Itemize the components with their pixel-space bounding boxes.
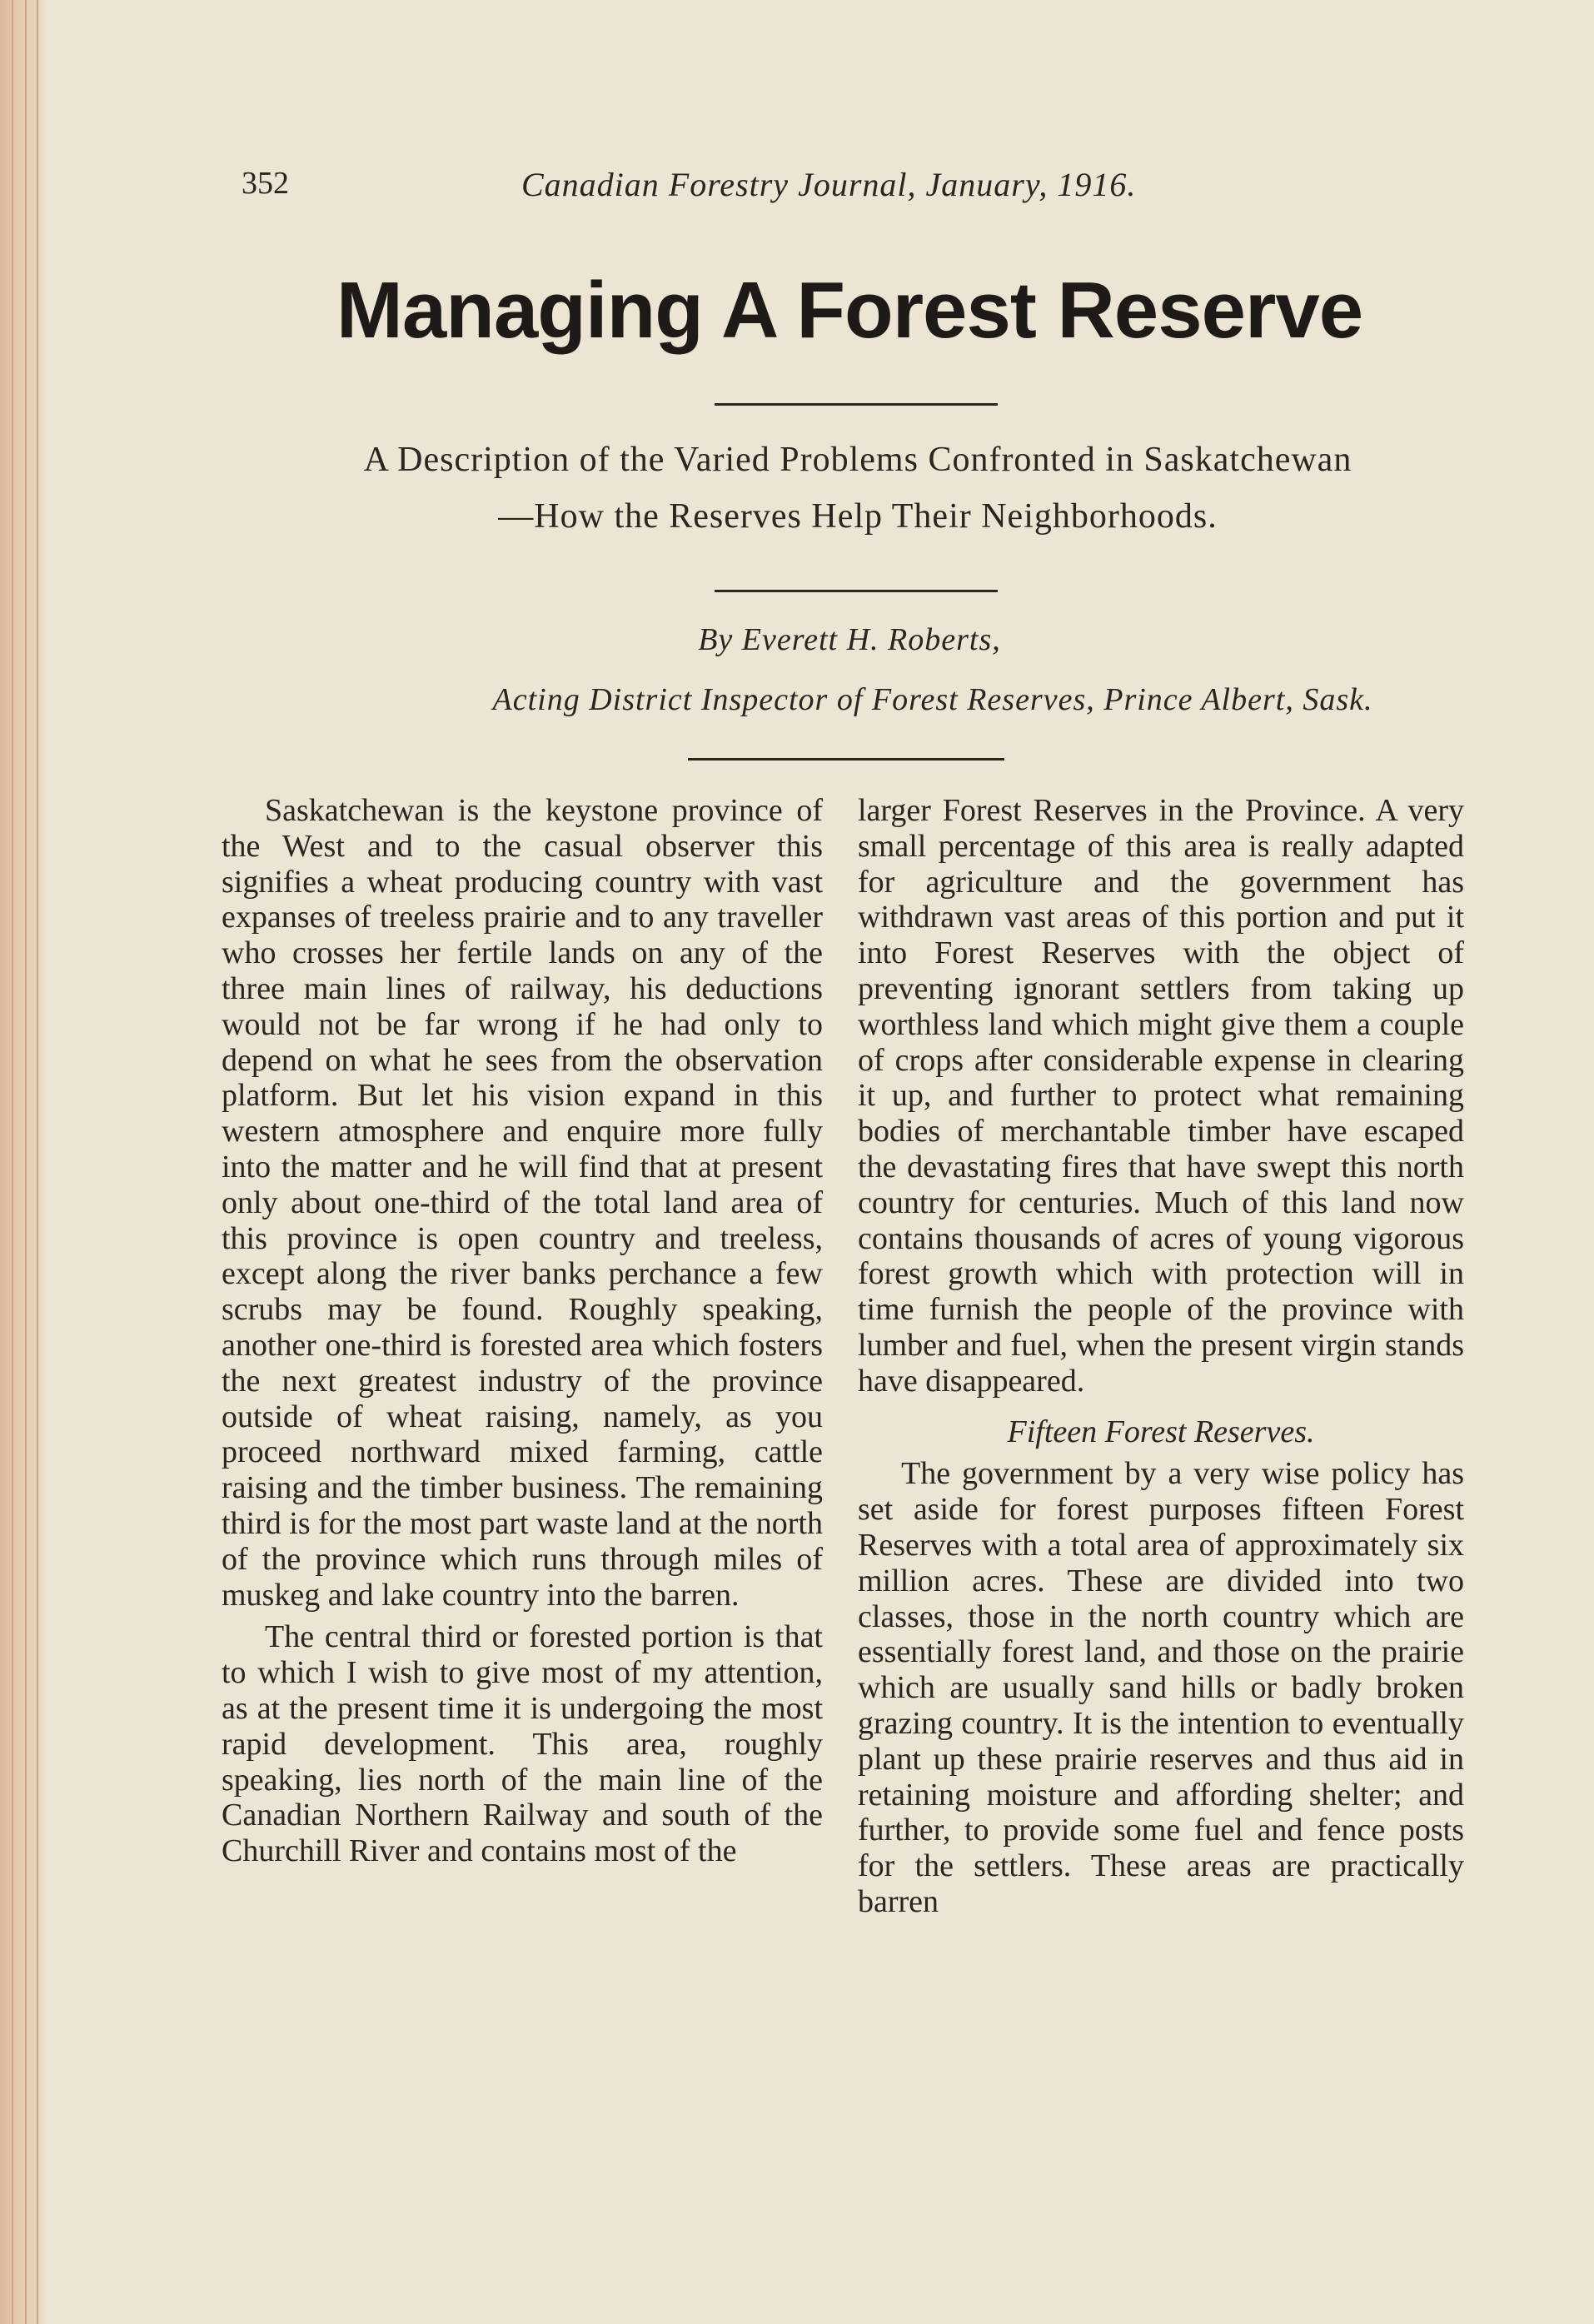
left-column: [222, 793, 823, 1869]
page-edge-line: [37, 0, 38, 2324]
body-paragraph: larger Forest Reserves in the Province. A very small percentage of this area is really adapted for agriculture and the government has withdrawn vast areas of this portion and put it into Forest Reserves with the object of preventing ignorant settlers from taking up worthless land which might give them a couple of crops after considerable expense in clearing it up, and further to protect what remaining bodies of merchantable timber have escaped the devastating fires that have swept this north country for centuries. Much of this land now contains thousands of acres of young vigorous forest growth which with protection will in time furnish the people of the province with lumber and fuel, when the present virgin stands have disappeared.: [858, 793, 1464, 1399]
subtitle-line-2: —How the Reserves Help Their Neighborhoods.: [498, 497, 1218, 536]
page-edge-line: [12, 0, 13, 2324]
author-name: By Everett H. Roberts,: [698, 622, 1001, 657]
page-edge-line: [25, 0, 27, 2324]
article-title: Managing A Forest Reserve: [336, 266, 1363, 355]
section-heading: Fifteen Forest Reserves.: [1007, 1414, 1315, 1449]
body-paragraph: Saskatchewan is the keystone province of the West and to the casual observer this signifies a wheat producing country with vast expanses of treeless prairie and to any traveller who crosses her fertile lands on any of the three main lines of railway, his deductions would not be far wrong if he had only to depend on what he sees from the observation platform. But let his vision expand in this western atmosphere and enquire more fully into the matter and he will find that at present only about one-third of the total land area of this province is open country and treeless, except along the river banks perchance a few scrubs may be found. Roughly speaking, another one-third is forested area which fosters the next greatest industry of the province outside of wheat raising, namely, as you proceed northward mixed farming, cattle raising and the timber business. The remaining third is for the most part waste land at the north of the province which runs through miles of muskeg and lake country into the barren.: [222, 793, 823, 1613]
subtitle-rule: [715, 590, 998, 592]
running-head: [242, 165, 1224, 215]
right-column: [858, 793, 1464, 1920]
body-paragraph: The central third or forested portion is that to which I wish to give most of my attention, as at the present time it is undergoing the most rapid development. This area, roughly speaking, lies north of the main line of the Canadian Northern Railway and south of the Churchill River and contains most of the: [222, 1619, 823, 1869]
byline-rule: [688, 758, 1004, 761]
journal-title: Canadian Forestry Journal, January, 1916.: [521, 166, 1137, 203]
subtitle-line-1: A Description of the Varied Problems Confronted in Saskatchewan: [363, 441, 1352, 479]
page-number: 352: [242, 166, 289, 201]
author-title: Acting District Inspector of Forest Reserves, Prince Albert, Sask.: [492, 682, 1373, 717]
body-paragraph: The government by a very wise policy has set aside for forest purposes fifteen Forest Reserves with a total area of approximately six million acres. These are divided into two classes, those in the north country which are essentially forest land, and those on the prairie which are usually sand hills or badly broken grazing country. It is the intention to eventually plant up these prairie reserves and thus aid in retaining moisture and affording shelter; and further, to provide some fuel and fence posts for the settlers. These areas are practically barren: [858, 1456, 1464, 1919]
title-rule: [715, 403, 998, 406]
article-subtitle: [200, 431, 1516, 545]
page-binding-edge: [0, 0, 47, 2324]
